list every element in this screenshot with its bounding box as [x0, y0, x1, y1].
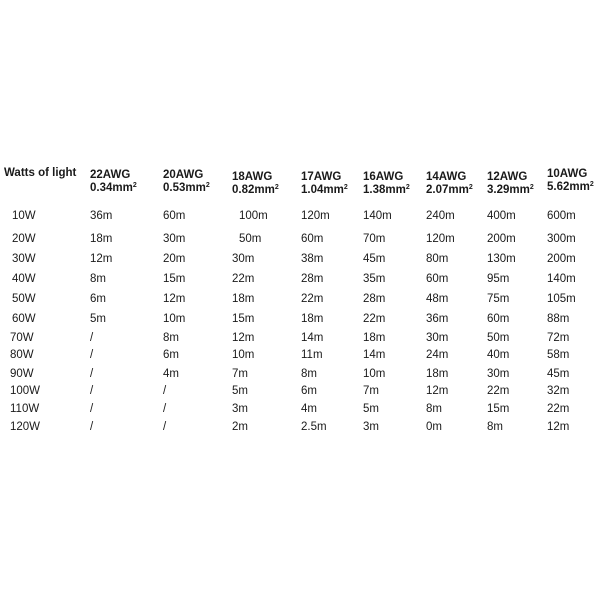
length-cell: 30m — [487, 368, 510, 380]
length-cell: 35m — [363, 273, 386, 285]
length-cell: 100m — [239, 210, 268, 222]
column-header — [547, 168, 594, 194]
column-header-area-exponent: 2 — [205, 182, 210, 189]
column-header-awg: 18AWG — [232, 171, 273, 183]
length-cell: 48m — [426, 293, 449, 305]
length-cell: 15m — [163, 273, 186, 285]
length-cell: 10m — [163, 313, 186, 325]
length-cell: 22m — [487, 385, 510, 397]
length-cell: / — [90, 385, 94, 397]
length-cell: 28m — [301, 273, 324, 285]
column-header-area-exponent: 2 — [589, 181, 594, 188]
length-cell: 130m — [487, 253, 516, 265]
length-cell: 36m — [426, 313, 449, 325]
length-cell: 30m — [232, 253, 255, 265]
length-cell: 75m — [487, 293, 510, 305]
length-cell: 2m — [232, 421, 248, 433]
column-header-area-value: 2.07mm — [426, 184, 469, 196]
length-cell: 50m — [487, 332, 510, 344]
length-cell: 30m — [426, 332, 449, 344]
length-cell: 22m — [547, 403, 570, 415]
length-cell: 8m — [163, 332, 179, 344]
column-header-area-exponent: 2 — [343, 184, 348, 191]
length-cell: / — [163, 421, 167, 433]
length-cell: 18m — [363, 332, 386, 344]
length-cell: 8m — [90, 273, 106, 285]
column-header-awg: 12AWG — [487, 171, 528, 183]
column-header-area-value: 5.62mm — [547, 181, 590, 193]
length-cell: / — [90, 403, 94, 415]
watts-label: 10W — [12, 210, 36, 222]
column-header-area-value: 1.38mm — [363, 184, 406, 196]
length-cell: 140m — [547, 273, 576, 285]
length-cell: / — [90, 368, 94, 380]
length-cell: / — [90, 421, 94, 433]
watts-label: 110W — [10, 403, 40, 415]
length-cell: 8m — [426, 403, 442, 415]
column-header — [487, 171, 534, 197]
length-cell: 60m — [487, 313, 510, 325]
length-cell: 12m — [163, 293, 186, 305]
length-cell: 32m — [547, 385, 570, 397]
length-cell: 8m — [301, 368, 317, 380]
length-cell: 80m — [426, 253, 449, 265]
column-header — [90, 169, 137, 195]
column-header — [363, 171, 410, 197]
watts-label: 60W — [12, 313, 36, 325]
length-cell: 60m — [301, 233, 324, 245]
length-cell: 10m — [232, 349, 255, 361]
column-header-area — [363, 184, 410, 197]
column-header-area-value: 1.04mm — [301, 184, 344, 196]
length-cell: 95m — [487, 273, 510, 285]
length-cell: 45m — [363, 253, 386, 265]
column-header-area-exponent: 2 — [468, 184, 473, 191]
length-cell: 4m — [301, 403, 317, 415]
length-cell: 600m — [547, 210, 576, 222]
length-cell: 11m — [301, 349, 323, 361]
length-cell: 12m — [232, 332, 255, 344]
length-cell: / — [163, 385, 167, 397]
watts-label: 40W — [12, 273, 36, 285]
column-header-area-exponent: 2 — [529, 184, 534, 191]
length-cell: 2.5m — [301, 421, 327, 433]
column-header-area — [426, 184, 473, 197]
length-cell: 5m — [90, 313, 106, 325]
length-cell: 45m — [547, 368, 570, 380]
column-header-area — [487, 184, 534, 197]
length-cell: 140m — [363, 210, 392, 222]
length-cell: 4m — [163, 368, 179, 380]
length-cell: 12m — [547, 421, 570, 433]
column-header-area — [547, 181, 594, 194]
length-cell: 40m — [487, 349, 510, 361]
length-cell: 3m — [363, 421, 379, 433]
length-cell: 120m — [301, 210, 330, 222]
length-cell: 72m — [547, 332, 570, 344]
length-cell: 50m — [239, 233, 262, 245]
column-header-area-value: 0.82mm — [232, 184, 275, 196]
column-header-awg: 16AWG — [363, 171, 404, 183]
length-cell: 30m — [163, 233, 186, 245]
column-header-area-value: 0.53mm — [163, 182, 206, 194]
length-cell: / — [90, 349, 94, 361]
column-header-awg: 17AWG — [301, 171, 342, 183]
length-cell: 70m — [363, 233, 386, 245]
watts-label: 120W — [10, 421, 41, 433]
column-header-awg: 20AWG — [163, 169, 204, 181]
column-header — [301, 171, 348, 197]
length-cell: 200m — [487, 233, 516, 245]
column-header-area-exponent: 2 — [274, 184, 279, 191]
length-cell: 18m — [426, 368, 449, 380]
column-header-area-exponent: 2 — [132, 182, 137, 189]
length-cell: 60m — [426, 273, 449, 285]
length-cell: 105m — [547, 293, 576, 305]
length-cell: 6m — [163, 349, 179, 361]
column-header — [232, 171, 279, 197]
watts-label: 30W — [12, 253, 36, 265]
column-header-area — [301, 184, 348, 197]
length-cell: 7m — [363, 385, 379, 397]
column-header-area-value: 0.34mm — [90, 182, 133, 194]
length-cell: 28m — [363, 293, 386, 305]
length-cell: 400m — [487, 210, 516, 222]
length-cell: 120m — [426, 233, 455, 245]
watts-label: 20W — [12, 233, 36, 245]
length-cell: 10m — [363, 368, 386, 380]
length-cell: 6m — [301, 385, 317, 397]
length-cell: 38m — [301, 253, 324, 265]
length-cell: 240m — [426, 210, 455, 222]
length-cell: 20m — [163, 253, 186, 265]
watts-label: 50W — [12, 293, 36, 305]
length-cell: 5m — [363, 403, 379, 415]
column-header-area-value: 3.29mm — [487, 184, 530, 196]
watts-label: 100W — [10, 385, 41, 397]
length-cell: 300m — [547, 233, 576, 245]
length-cell: 200m — [547, 253, 576, 265]
length-cell: 22m — [363, 313, 386, 325]
column-header — [163, 169, 210, 195]
length-cell: 15m — [487, 403, 510, 415]
length-cell: 15m — [232, 313, 255, 325]
length-cell: / — [163, 403, 167, 415]
length-cell: 14m — [363, 349, 386, 361]
length-cell: 7m — [232, 368, 248, 380]
length-cell: 24m — [426, 349, 449, 361]
length-cell: 5m — [232, 385, 248, 397]
watts-label: 90W — [10, 368, 34, 380]
length-cell: 0m — [426, 421, 442, 433]
length-cell: 22m — [232, 273, 255, 285]
column-header-area — [163, 182, 210, 195]
length-cell: 36m — [90, 210, 113, 222]
length-cell: 3m — [232, 403, 248, 415]
length-cell: 18m — [232, 293, 255, 305]
column-header-awg: 14AWG — [426, 171, 467, 183]
length-cell: 22m — [301, 293, 324, 305]
corner-header: Watts of light — [4, 167, 77, 179]
length-cell: 14m — [301, 332, 324, 344]
length-cell: 60m — [163, 210, 186, 222]
length-cell: 18m — [90, 233, 113, 245]
length-cell: 12m — [426, 385, 449, 397]
length-cell: 18m — [301, 313, 324, 325]
length-cell: 12m — [90, 253, 113, 265]
column-header-area — [90, 182, 137, 195]
watts-label: 80W — [10, 349, 34, 361]
column-header — [426, 171, 473, 197]
length-cell: 6m — [90, 293, 106, 305]
length-cell: 88m — [547, 313, 570, 325]
column-header-area — [232, 184, 279, 197]
watts-label: 70W — [10, 332, 34, 344]
column-header-area-exponent: 2 — [405, 184, 410, 191]
length-cell: 58m — [547, 349, 570, 361]
column-header-awg: 22AWG — [90, 169, 131, 181]
length-cell: 8m — [487, 421, 503, 433]
column-header-awg: 10AWG — [547, 168, 588, 180]
length-cell: / — [90, 332, 94, 344]
